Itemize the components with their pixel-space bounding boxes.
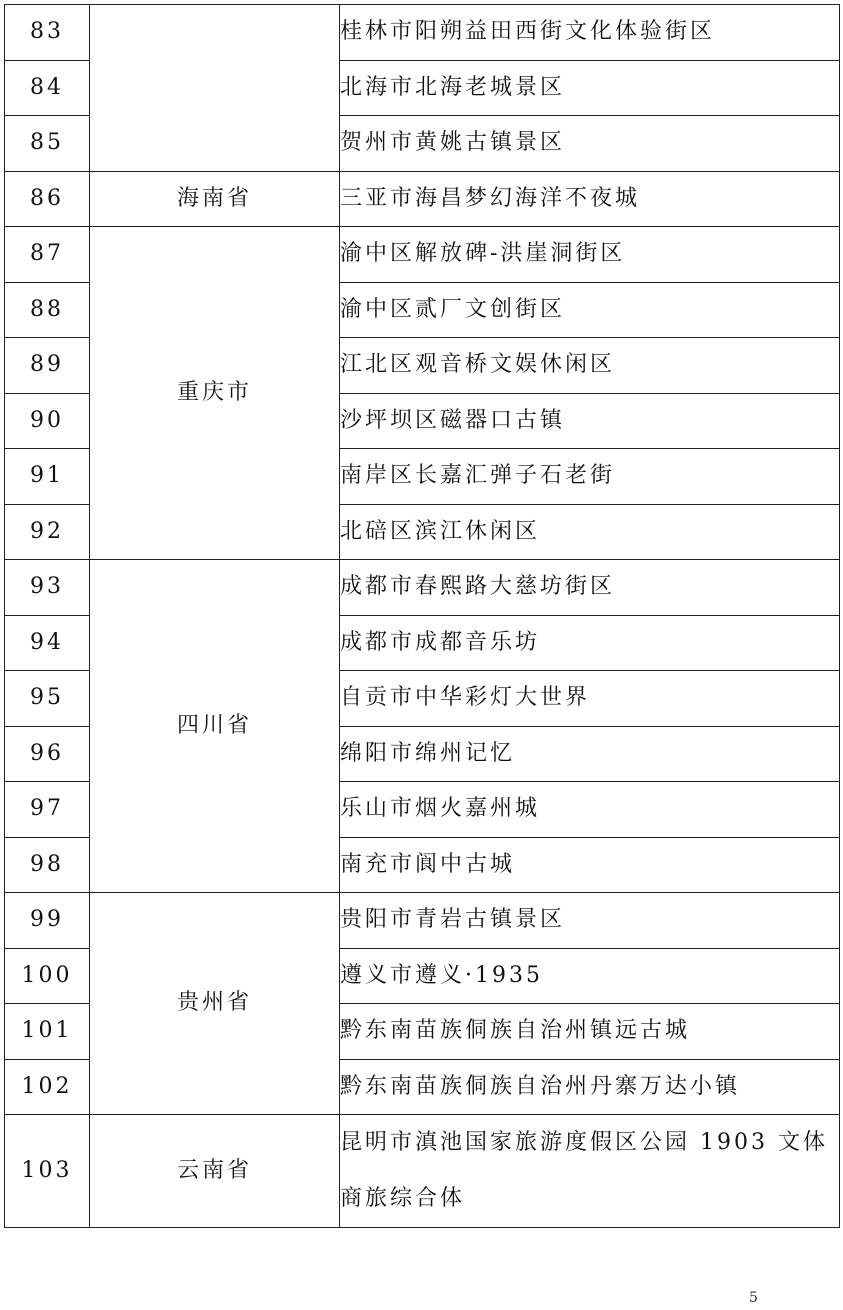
area-name: 昆明市滇池国家旅游度假区公园 1903 文体商旅综合体 — [340, 1115, 840, 1228]
area-name: 黔东南苗族侗族自治州镇远古城 — [340, 1004, 840, 1060]
table-row — [5, 1115, 840, 1228]
row-number: 101 — [5, 1004, 90, 1060]
row-number: 95 — [5, 671, 90, 727]
province-cell-blank — [90, 5, 340, 172]
area-name: 贺州市黄姚古镇景区 — [340, 116, 840, 172]
row-number: 84 — [5, 60, 90, 116]
row-number: 87 — [5, 227, 90, 283]
area-name: 自贡市中华彩灯大世界 — [340, 671, 840, 727]
area-name: 渝中区解放碑-洪崖洞街区 — [340, 227, 840, 283]
area-name: 南充市阆中古城 — [340, 837, 840, 893]
row-number: 91 — [5, 449, 90, 505]
row-number: 102 — [5, 1059, 90, 1115]
area-name: 绵阳市绵州记忆 — [340, 726, 840, 782]
area-name: 沙坪坝区磁器口古镇 — [340, 393, 840, 449]
row-number: 92 — [5, 504, 90, 560]
province-cell: 海南省 — [90, 171, 340, 227]
area-name: 乐山市烟火嘉州城 — [340, 782, 840, 838]
row-number: 97 — [5, 782, 90, 838]
table-row — [5, 893, 840, 949]
row-number: 98 — [5, 837, 90, 893]
row-number: 85 — [5, 116, 90, 172]
province-cell: 贵州省 — [90, 893, 340, 1115]
page-number: 5 — [749, 1290, 758, 1306]
table-row — [5, 227, 840, 283]
area-name: 渝中区贰厂文创街区 — [340, 282, 840, 338]
area-name: 成都市春熙路大慈坊街区 — [340, 560, 840, 616]
area-name: 三亚市海昌梦幻海洋不夜城 — [340, 171, 840, 227]
area-name: 江北区观音桥文娱休闲区 — [340, 338, 840, 394]
table-row — [5, 5, 840, 61]
row-number: 103 — [5, 1115, 90, 1228]
row-number: 86 — [5, 171, 90, 227]
area-name: 南岸区长嘉汇弹子石老街 — [340, 449, 840, 505]
row-number: 89 — [5, 338, 90, 394]
row-number: 94 — [5, 615, 90, 671]
row-number: 93 — [5, 560, 90, 616]
province-cell: 云南省 — [90, 1115, 340, 1228]
row-number: 100 — [5, 948, 90, 1004]
table-row — [5, 560, 840, 616]
province-cell: 四川省 — [90, 560, 340, 893]
area-name: 成都市成都音乐坊 — [340, 615, 840, 671]
province-cell: 重庆市 — [90, 227, 340, 560]
row-number: 83 — [5, 5, 90, 61]
table-row — [5, 171, 840, 227]
area-name: 贵阳市青岩古镇景区 — [340, 893, 840, 949]
area-name: 桂林市阳朔益田西街文化体验街区 — [340, 5, 840, 61]
area-name: 北海市北海老城景区 — [340, 60, 840, 116]
area-name: 黔东南苗族侗族自治州丹寨万达小镇 — [340, 1059, 840, 1115]
scenic-area-table — [4, 4, 840, 1228]
row-number: 96 — [5, 726, 90, 782]
area-name: 北碚区滨江休闲区 — [340, 504, 840, 560]
area-name: 遵义市遵义·1935 — [340, 948, 840, 1004]
row-number: 90 — [5, 393, 90, 449]
row-number: 88 — [5, 282, 90, 338]
row-number: 99 — [5, 893, 90, 949]
